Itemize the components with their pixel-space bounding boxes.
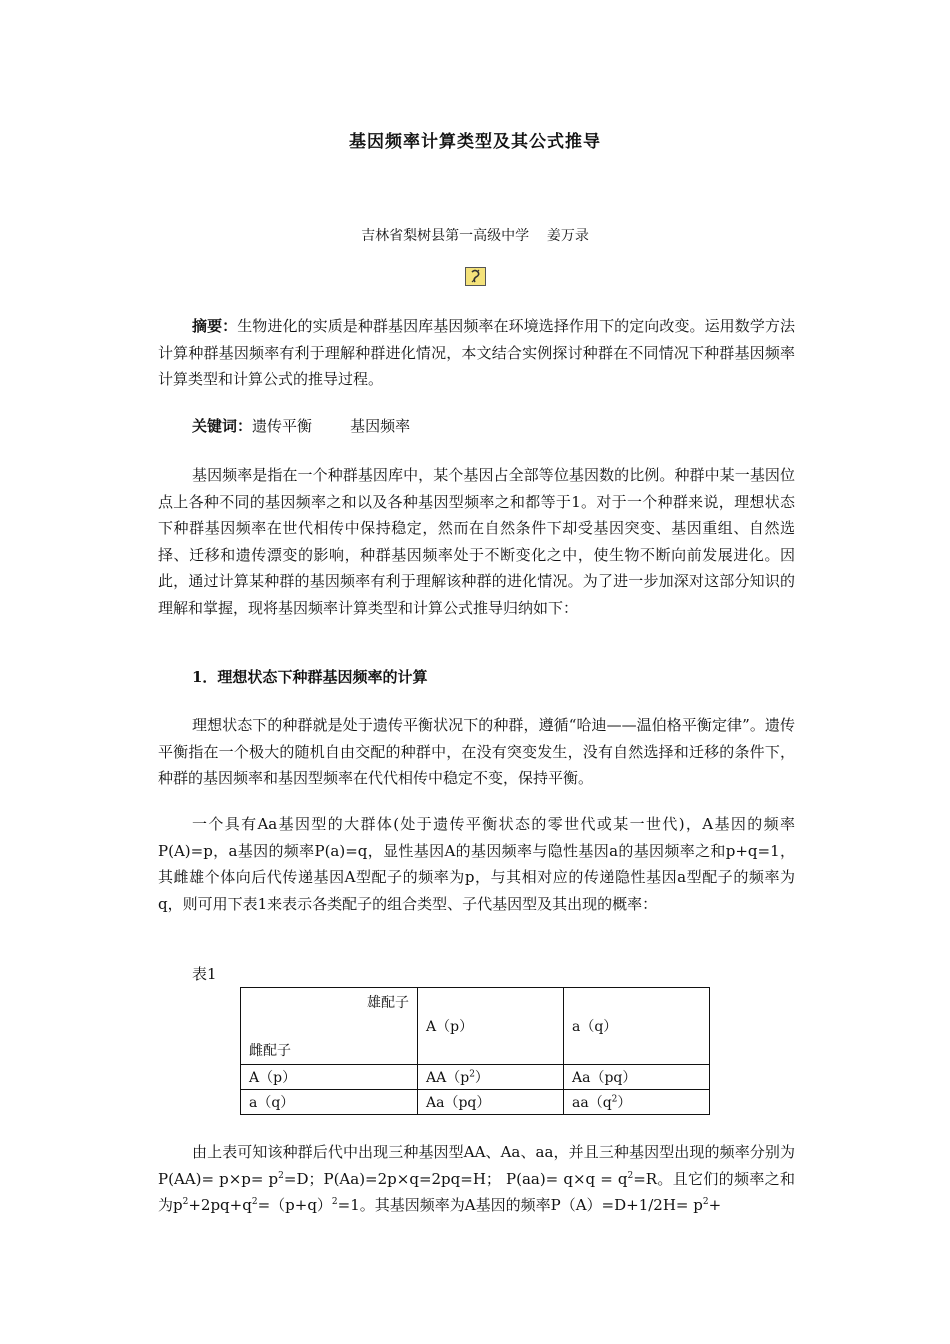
abstract-text: 生物进化的实质是种群基因库基因频率在环境选择作用下的定向改变。运用数学方法计算种群基因频率有利于理解种群进化情况，本文结合实例探讨种群在不同情况下种群基因频率计算类型和计算公式的推导过程。	[158, 317, 795, 388]
frequency-derivation-paragraph: 由上表可知该种群后代中出现三种基因型AA、Aa、aa，并且三种基因型出现的频率分别为$P(AA)= p\times p= p^2=D$；P(Aa)=2p×q=2pq=H； $P(aa)= q\times q = q^2=R$。且它们的频率之和为$p^2+2pq+q^2=(p+q)^2=1$。其基因频率为A基因的频率$P(A)=D+1/2H= p^2+$	[158, 1143, 795, 1214]
male-gamete-label: 雄配子	[367, 995, 409, 1011]
gamete-paragraph: 一个具有Aa基因型的大群体(处于遗传平衡状态的零世代或某一世代)，A基因的频率P(A)=p，a基因的频率P(a)=q，显性基因A的基因频率与隐性基因a的基因频率之和p+q=1，其雌雄个体向后代传递基因A型配子的频率为p，与其相对应的传递隐性基因a型配子的频率为q，则可用下表1来表示各类配子的组合类型、子代基因型及其出现的概率：	[158, 815, 795, 913]
intro-paragraph: 基因频率是指在一个种群基因库中，某个基因占全部等位基因数的比例。种群中某一基因位点上各种不同的基因频率之和以及各种基因型频率之和都等于1。对于一个种群来说，理想状态下种群基因频率在世代相传中保持稳定，然而在自然条件下却受基因突变、基因重组、自然选择、迁移和遗传漂变的影响，种群基因频率处于不断变化之中，使生物不断向前发展进化。因此，通过计算某种群的基因频率有利于理解该种群的进化情况。为了进一步加深对这部分知识的理解和掌握，现将基因频率计算类型和计算公式推导归纳如下：	[158, 466, 795, 617]
gamete-table	[240, 987, 710, 1115]
keywords-label: 关键词：	[192, 417, 253, 435]
column-header: A（p）	[418, 988, 564, 1065]
table-cell: $aa(q^2)$	[564, 1090, 710, 1115]
table-cell: Aa（pq）	[418, 1090, 564, 1115]
author-line: 吉林省梨树县第一高级中学 姜万录	[361, 228, 589, 244]
female-gamete-label: 雌配子	[249, 1043, 291, 1059]
table-cell: Aa（pq）	[564, 1065, 710, 1090]
hardy-weinberg-paragraph: 理想状态下的种群就是处于遗传平衡状况下的种群，遵循“哈迪——温伯格平衡定律”。遗传平衡指在一个极大的随机自由交配的种群中，在没有突变发生，没有自然选择和迁移的条件下，种群的基因频率和基因型频率在代代相传中稳定不变，保持平衡。	[158, 716, 795, 787]
document-title: 基因频率计算类型及其公式推导	[349, 132, 601, 152]
abstract-paragraph	[158, 313, 795, 393]
section-heading: 1．理想状态下种群基因频率的计算	[192, 668, 428, 686]
table-row	[241, 1065, 710, 1090]
table-caption: 表1	[192, 965, 217, 983]
keywords-text: 遗传平衡 基因频率	[252, 417, 411, 435]
table-cell: $AA(p^2)$	[418, 1065, 564, 1090]
table-row	[241, 1090, 710, 1115]
row-header: A（p）	[241, 1065, 418, 1090]
keywords-paragraph	[158, 413, 795, 440]
row-header: a（q）	[241, 1090, 418, 1115]
abstract-label: 摘要：	[192, 317, 238, 335]
document-object-icon[interactable]	[465, 267, 486, 286]
column-header: a（q）	[564, 988, 710, 1065]
table-corner-cell	[241, 988, 418, 1065]
